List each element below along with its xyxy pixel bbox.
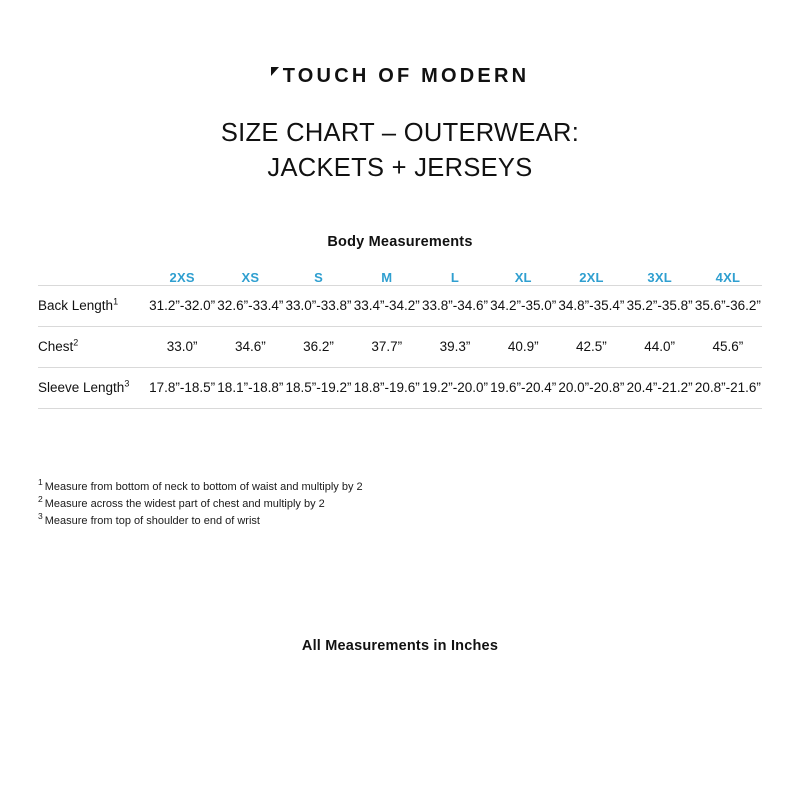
size-table bbox=[38, 270, 762, 408]
cell-back-length-xs: 32.6”-33.4” bbox=[217, 298, 284, 314]
footnote-3 bbox=[38, 513, 762, 530]
cell-chest-4xl: 45.6” bbox=[712, 339, 744, 355]
footnote-1 bbox=[38, 479, 762, 496]
section-label: Body Measurements bbox=[327, 234, 473, 251]
cell-sleeve-length-l: 19.2”-20.0” bbox=[421, 380, 488, 395]
cell-back-length-4xl: 35.6”-36.2” bbox=[694, 298, 761, 314]
row-label-text: Back Length bbox=[38, 298, 114, 314]
size-header-l: L bbox=[450, 270, 460, 286]
row-label-chest bbox=[38, 327, 148, 368]
size-header-2xl: 2XL bbox=[579, 270, 604, 286]
page-title-line-1: SIZE CHART – OUTERWEAR: bbox=[220, 119, 580, 147]
cell-back-length-l: 33.8”-34.6” bbox=[421, 298, 488, 314]
footnote-2-text: Measure across the widest part of chest and multiply by 2 bbox=[44, 497, 325, 510]
size-header-4xl: 4XL bbox=[715, 270, 741, 286]
size-table-wrapper bbox=[38, 270, 762, 408]
cell-back-length-2xs: 31.2”-32.0” bbox=[149, 298, 216, 314]
brand-name: TOUCH OF MODERN bbox=[282, 65, 530, 87]
cell-sleeve-length-m: 18.8”-19.6” bbox=[353, 380, 420, 395]
cell-sleeve-length-s: 18.5”-19.2” bbox=[285, 380, 352, 395]
cell-back-length-xl: 34.2”-35.0” bbox=[490, 298, 557, 314]
cell-chest-3xl: 44.0” bbox=[644, 339, 676, 355]
size-header-2xs: 2XS bbox=[169, 270, 195, 286]
cell-sleeve-length-2xl: 20.0”-20.8” bbox=[558, 380, 625, 395]
row-footnote-mark: 3 bbox=[124, 378, 130, 389]
size-header-m: M bbox=[381, 270, 393, 286]
footnote-1-mark: 1 bbox=[38, 477, 43, 488]
corner-header bbox=[38, 270, 148, 286]
cell-chest-m: 37.7” bbox=[371, 339, 403, 355]
cell-back-length-s: 33.0”-33.8” bbox=[285, 298, 352, 314]
footnote-3-text: Measure from top of shoulder to end of wrist bbox=[44, 514, 260, 527]
row-footnote-mark: 1 bbox=[113, 296, 119, 307]
table-row bbox=[38, 286, 762, 327]
cell-sleeve-length-4xl: 20.8”-21.6” bbox=[694, 380, 761, 395]
row-label-sleeve-length bbox=[38, 368, 148, 409]
cell-back-length-3xl: 35.2”-35.8” bbox=[626, 298, 693, 314]
row-label-back-length bbox=[38, 286, 148, 327]
cell-chest-2xl: 42.5” bbox=[576, 339, 607, 355]
footer-note: All Measurements in Inches bbox=[301, 637, 499, 654]
size-table-body bbox=[38, 286, 762, 408]
footnote-1-text: Measure from bottom of neck to bottom of waist and multiply by 2 bbox=[44, 480, 363, 493]
table-row bbox=[38, 327, 762, 368]
row-label-text: Sleeve Length bbox=[38, 380, 125, 395]
size-header-3xl: 3XL bbox=[647, 270, 672, 286]
cell-sleeve-length-xl: 19.6”-20.4” bbox=[490, 380, 557, 395]
footnote-2-mark: 2 bbox=[38, 494, 43, 505]
page-title-line-2: JACKETS + JERSEYS bbox=[267, 154, 533, 183]
cell-sleeve-length-xs: 18.1”-18.8” bbox=[217, 380, 284, 395]
row-label-text: Chest bbox=[38, 339, 74, 355]
size-header-xs: XS bbox=[241, 270, 260, 286]
footnotes bbox=[38, 479, 762, 530]
footnote-3-mark: 3 bbox=[38, 511, 43, 522]
size-header-s: S bbox=[314, 270, 323, 286]
cell-chest-2xs: 33.0” bbox=[166, 339, 198, 355]
table-header-row bbox=[38, 270, 762, 286]
size-header-xl: XL bbox=[514, 270, 532, 286]
table-row bbox=[38, 368, 762, 409]
cell-chest-l: 39.3” bbox=[439, 339, 471, 355]
brand-logo bbox=[271, 66, 530, 86]
size-table-head bbox=[38, 270, 762, 286]
row-footnote-mark: 2 bbox=[73, 337, 79, 348]
triangle-logo-icon bbox=[271, 67, 280, 76]
cell-chest-xs: 34.6” bbox=[234, 339, 266, 355]
cell-chest-s: 36.2” bbox=[303, 339, 334, 355]
footnote-2 bbox=[38, 496, 762, 513]
cell-back-length-2xl: 34.8”-35.4” bbox=[558, 298, 625, 314]
page-title bbox=[221, 116, 579, 186]
cell-sleeve-length-3xl: 20.4”-21.2” bbox=[626, 380, 693, 395]
cell-chest-xl: 40.9” bbox=[507, 339, 539, 355]
cell-sleeve-length-2xs: 17.8”-18.5” bbox=[149, 380, 216, 395]
cell-back-length-m: 33.4”-34.2” bbox=[353, 298, 420, 314]
